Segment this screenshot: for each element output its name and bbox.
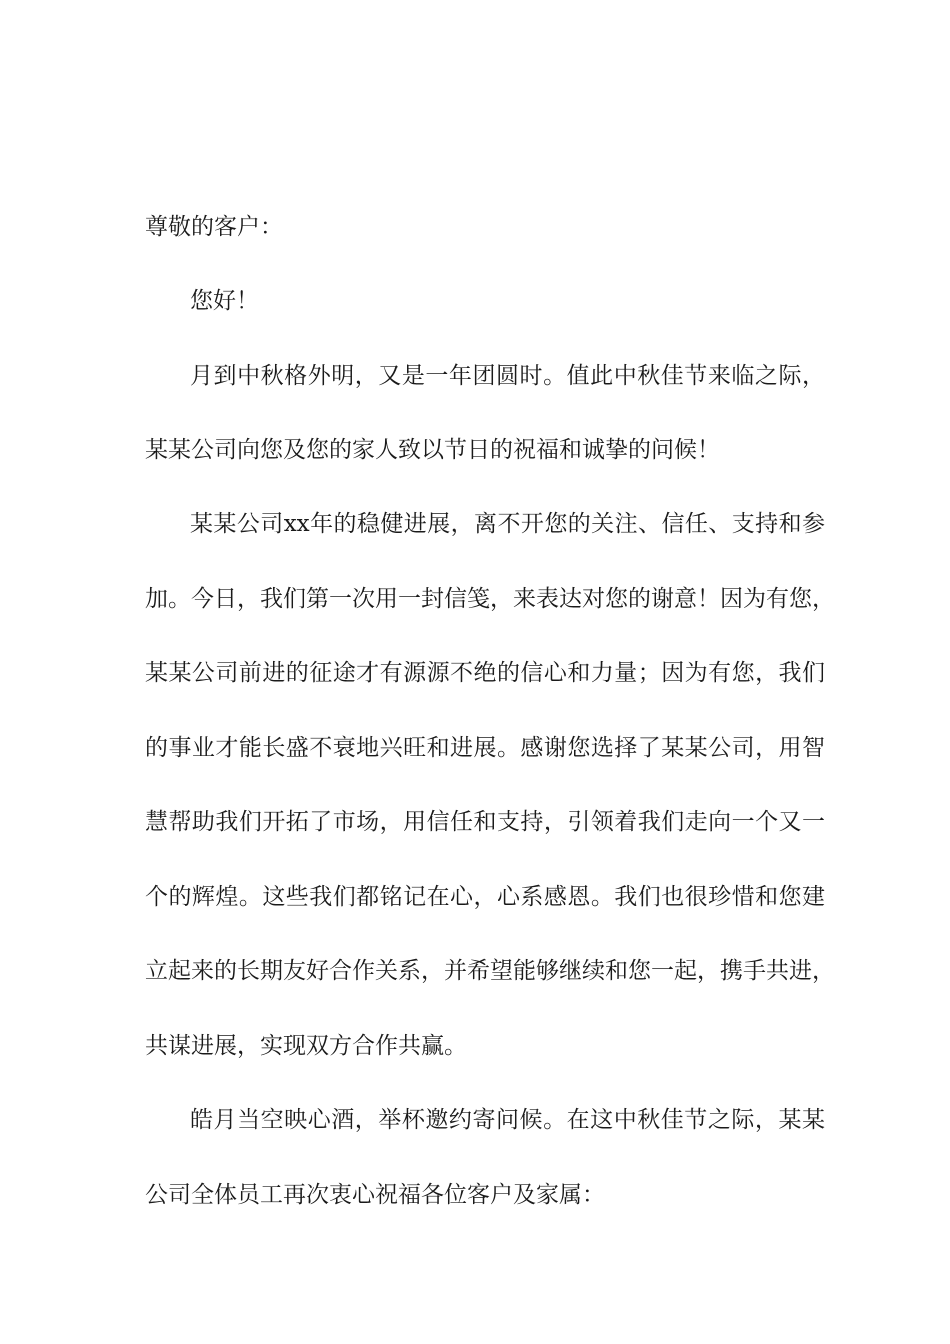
paragraph-line: 某某公司向您及您的家人致以节日的祝福和诚挚的问候！ xyxy=(145,437,720,463)
paragraph-line: 慧帮助我们开拓了市场，用信任和支持，引领着我们走向一个又一 xyxy=(145,809,825,835)
paragraph-line: 皓月当空映心酒，举杯邀约寄问候。在这中秋佳节之际，某某 xyxy=(190,1107,825,1133)
paragraph-line: 个的辉煌。这些我们都铭记在心，心系感恩。我们也很珍惜和您建 xyxy=(145,884,825,910)
salutation: 尊敬的客户： xyxy=(145,214,283,240)
paragraph-line: 某某公司前进的征途才有源源不绝的信心和力量；因为有您，我们 xyxy=(145,660,825,686)
paragraph-line: 共谋进展，实现双方合作共赢。 xyxy=(145,1033,467,1059)
greeting: 您好！ xyxy=(190,288,259,314)
paragraph-line: 立起来的长期友好合作关系，并希望能够继续和您一起，携手共进， xyxy=(145,958,835,984)
paragraph-line: 某某公司xx年的稳健进展，离不开您的关注、信任、支持和参 xyxy=(190,511,825,537)
paragraph-line: 月到中秋格外明，又是一年团圆时。值此中秋佳节来临之际， xyxy=(190,363,825,389)
paragraph-line: 公司全体员工再次衷心祝福各位客户及家属： xyxy=(145,1182,605,1208)
paragraph-line: 的事业才能长盛不衰地兴旺和进展。感谢您选择了某某公司，用智 xyxy=(145,735,825,761)
paragraph-line: 加。今日，我们第一次用一封信笺，来表达对您的谢意！因为有您， xyxy=(145,586,835,612)
